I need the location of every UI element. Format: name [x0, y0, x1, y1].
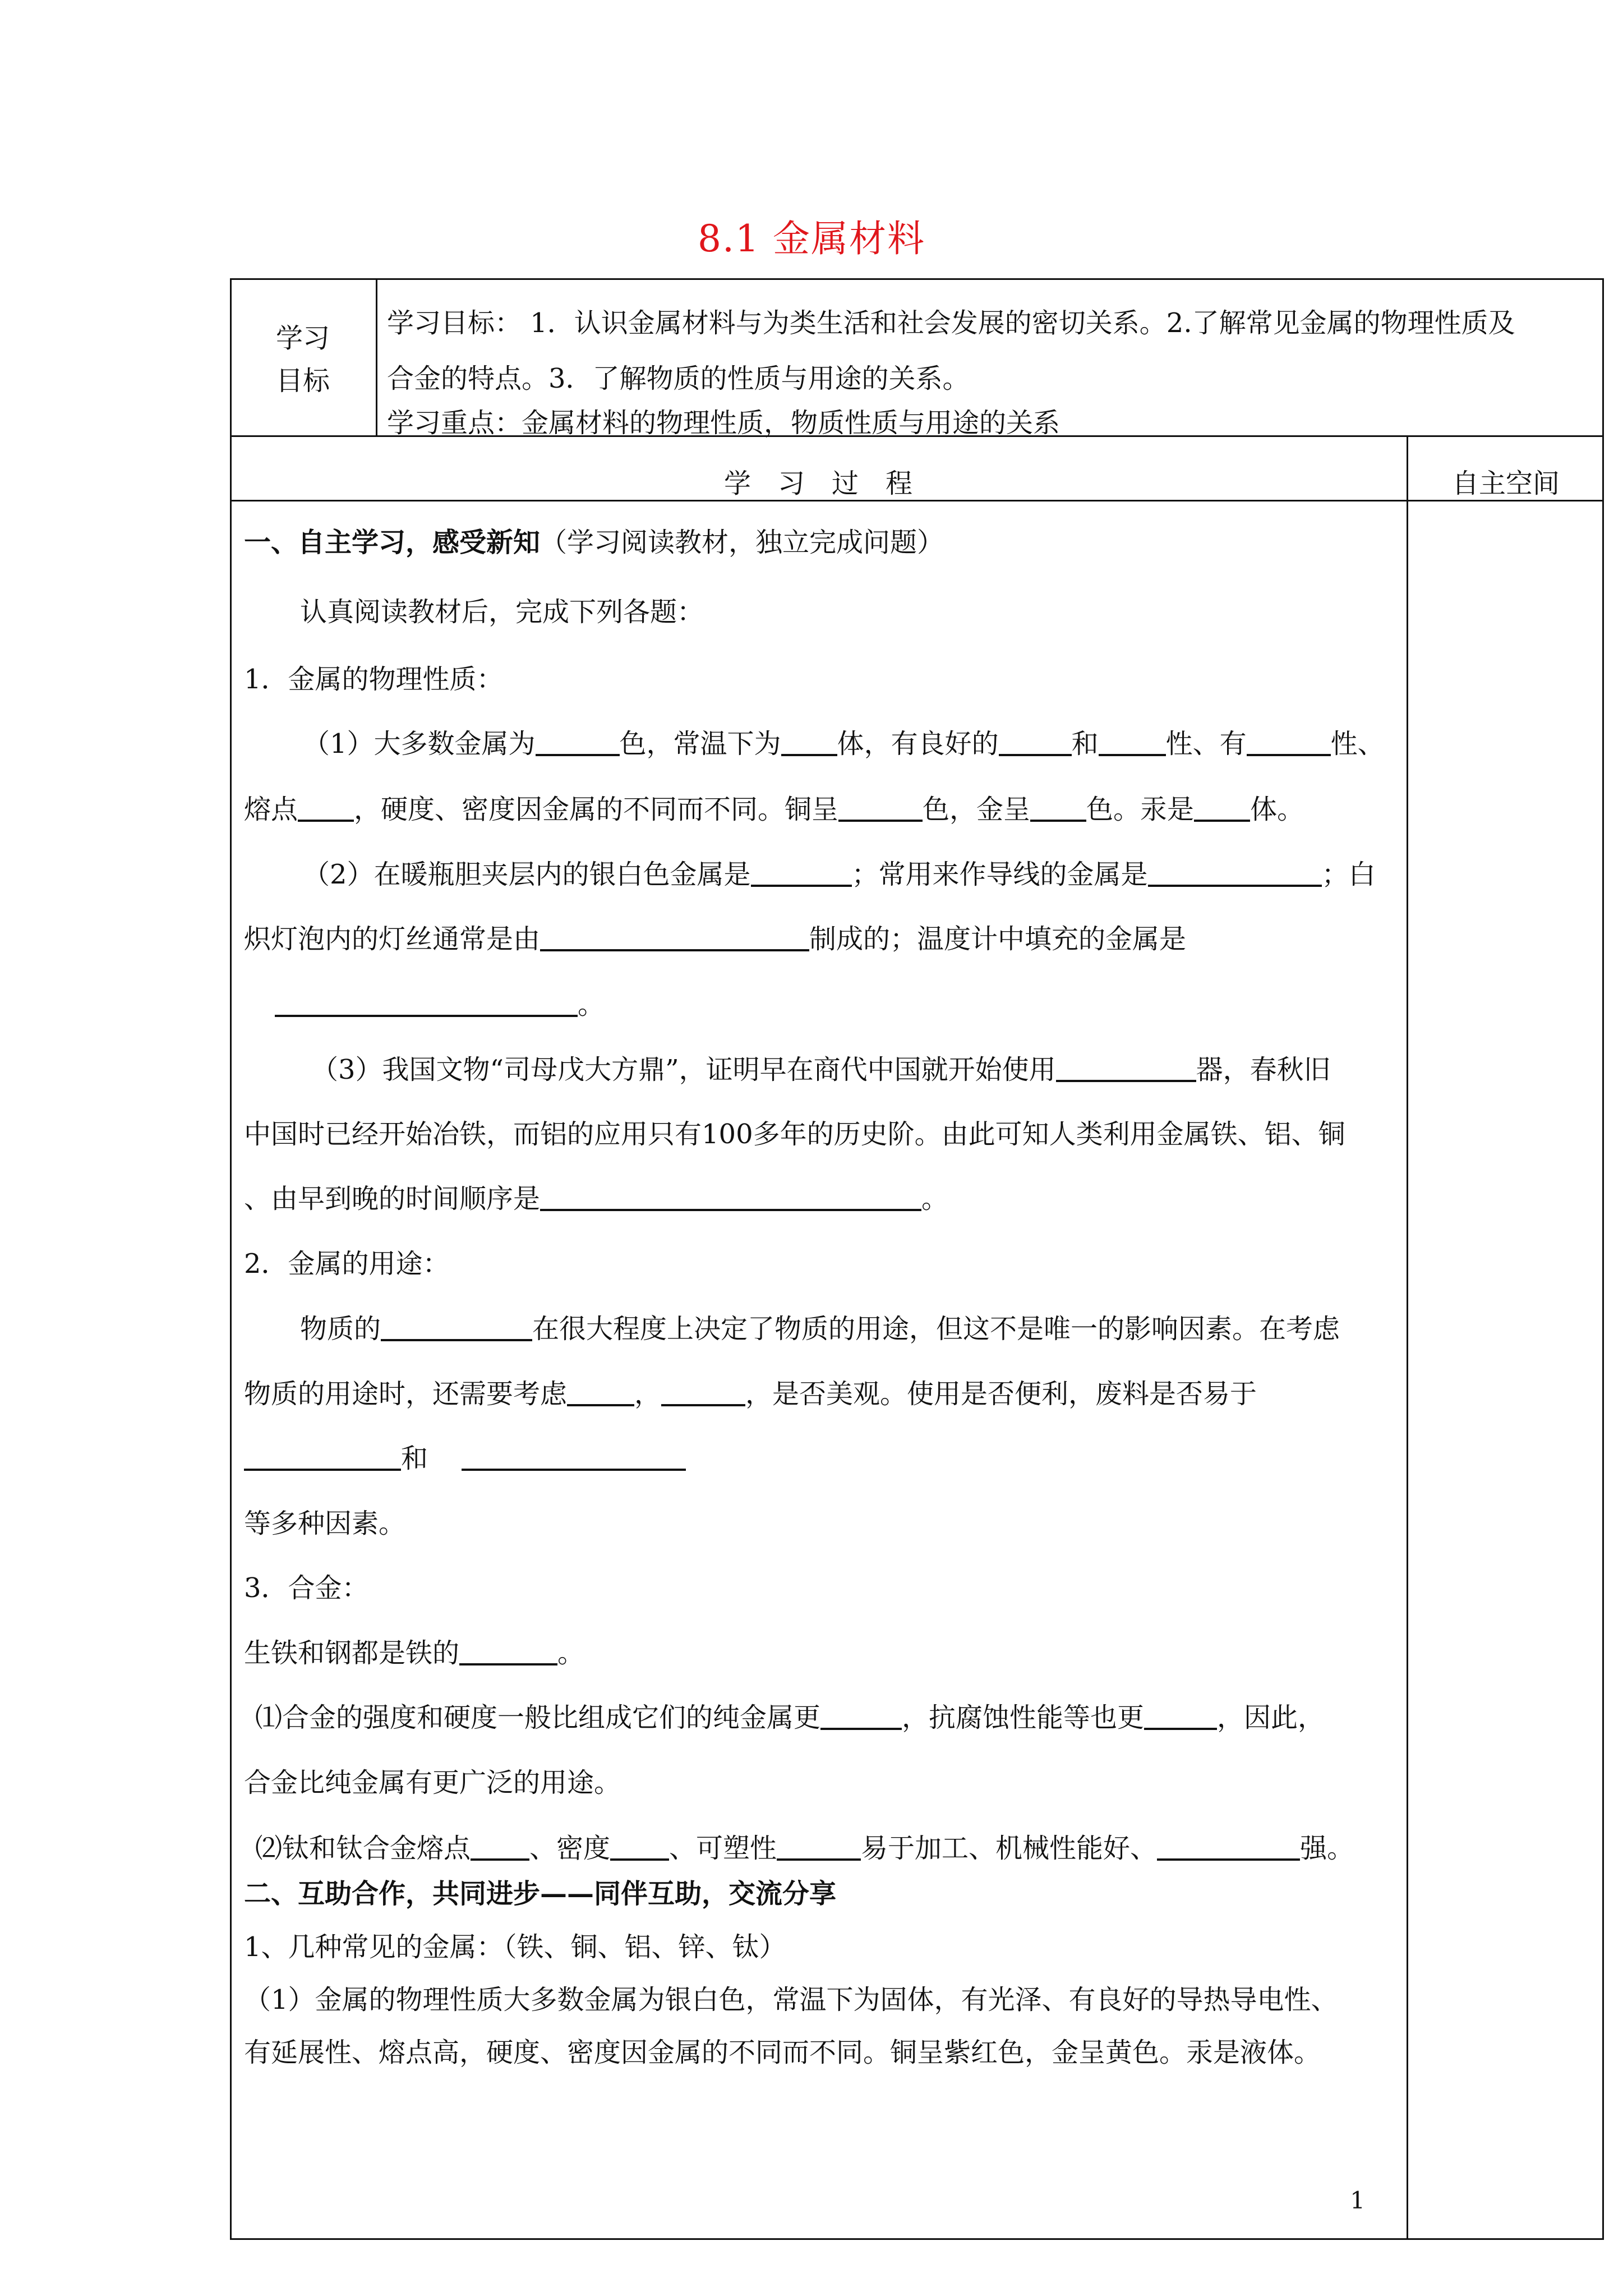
objectives-key-points: 学习重点：金属材料的物理性质，物质性质与用途的关系	[387, 407, 1061, 439]
question-line: （2）在暖瓶胆夹层内的银白色金属是 ；常用来作导线的金属是 ；白	[303, 853, 1376, 891]
question-line: 、由早到晚的时间顺序是 。	[244, 1177, 948, 1216]
section2-item: 1、几种常见的金属：（铁、铜、铝、锌、钛）	[244, 1931, 786, 1963]
space-header: 自主空间	[1451, 468, 1560, 499]
objectives-line: 合金的特点。3．了解物质的性质与用途的关系。	[387, 363, 970, 394]
question-line: （3）我国文物“司母戊大方鼎”，证明早在商代中国就开始使用 器，春秋旧	[311, 1048, 1331, 1087]
section2-item: 有延展性、熔点高，硬度、密度因金属的不同而不同。铜呈紫红色，金呈黄色。汞是液体。	[244, 2037, 1321, 2068]
section2-heading: 二、互助合作，共同进步——同伴互助，交流分享	[244, 1878, 837, 1910]
section1-heading: 一、自主学习，感受新知（学习阅读教材，独立完成问题）	[244, 527, 944, 558]
question-title: 2．金属的用途：	[244, 1248, 450, 1280]
question-line: 合金比纯金属有更广泛的用途。	[244, 1767, 621, 1798]
question-title: 1．金属的物理性质：	[244, 664, 504, 695]
question-line: 等多种因素。	[244, 1508, 406, 1539]
question-line: 。	[275, 983, 605, 1022]
question-line: 物质的用途时，还需要考虑 ， ，是否美观。使用是否便利，废料是否易于	[244, 1372, 1257, 1411]
page-title: 8.1 金属材料	[698, 217, 925, 260]
question-line: 物质的 在很大程度上决定了物质的用途，但这不是唯一的影响因素。在考虑	[300, 1307, 1340, 1346]
table-divider	[1407, 435, 1408, 2240]
question-title: 3．合金：	[244, 1572, 369, 1604]
section2-item: （1）金属的物理性质大多数金属为银白色，常温下为固体，有光泽、有良好的导热导电性、	[244, 1984, 1338, 2016]
question-line: ⑵钛和钛合金熔点 、密度 、可塑性 易于加工、机械性能好、 强。	[255, 1826, 1354, 1865]
question-line: 熔点 ，硬度、密度因金属的不同而不同。铜呈 色，金呈 色。汞是 体。	[244, 788, 1304, 826]
table-divider	[376, 278, 377, 436]
question-line: ⑴合金的强度和硬度一般比组成它们的纯金属更 ，抗腐蚀性能等也更 ，因此，	[255, 1696, 1325, 1734]
process-header: 学 习 过 程	[723, 468, 912, 499]
question-line: 生铁和钢都是铁的 。	[244, 1631, 584, 1670]
page-number: 1	[1350, 2187, 1365, 2214]
question-line: 中国时已经开始冶铁，而铝的应用只有100多年的历史阶。由此可知人类利用金属铁、铝、铜	[244, 1119, 1345, 1150]
question-line: 炽灯泡内的灯丝通常是由 制成的；温度计中填充的金属是	[244, 917, 1186, 956]
objectives-line: 学习目标： 1．认识金属材料与为类生活和社会发展的密切关系。2.了解常见金属的物理性质及	[387, 307, 1515, 339]
question-line: （1）大多数金属为 色，常温下为 体，有良好的 和 性、有 性、	[303, 722, 1385, 761]
section1-intro: 认真阅读教材后，完成下列各题：	[300, 596, 704, 628]
question-line: 和	[244, 1437, 686, 1475]
objectives-label: 学习 目标	[275, 323, 330, 397]
